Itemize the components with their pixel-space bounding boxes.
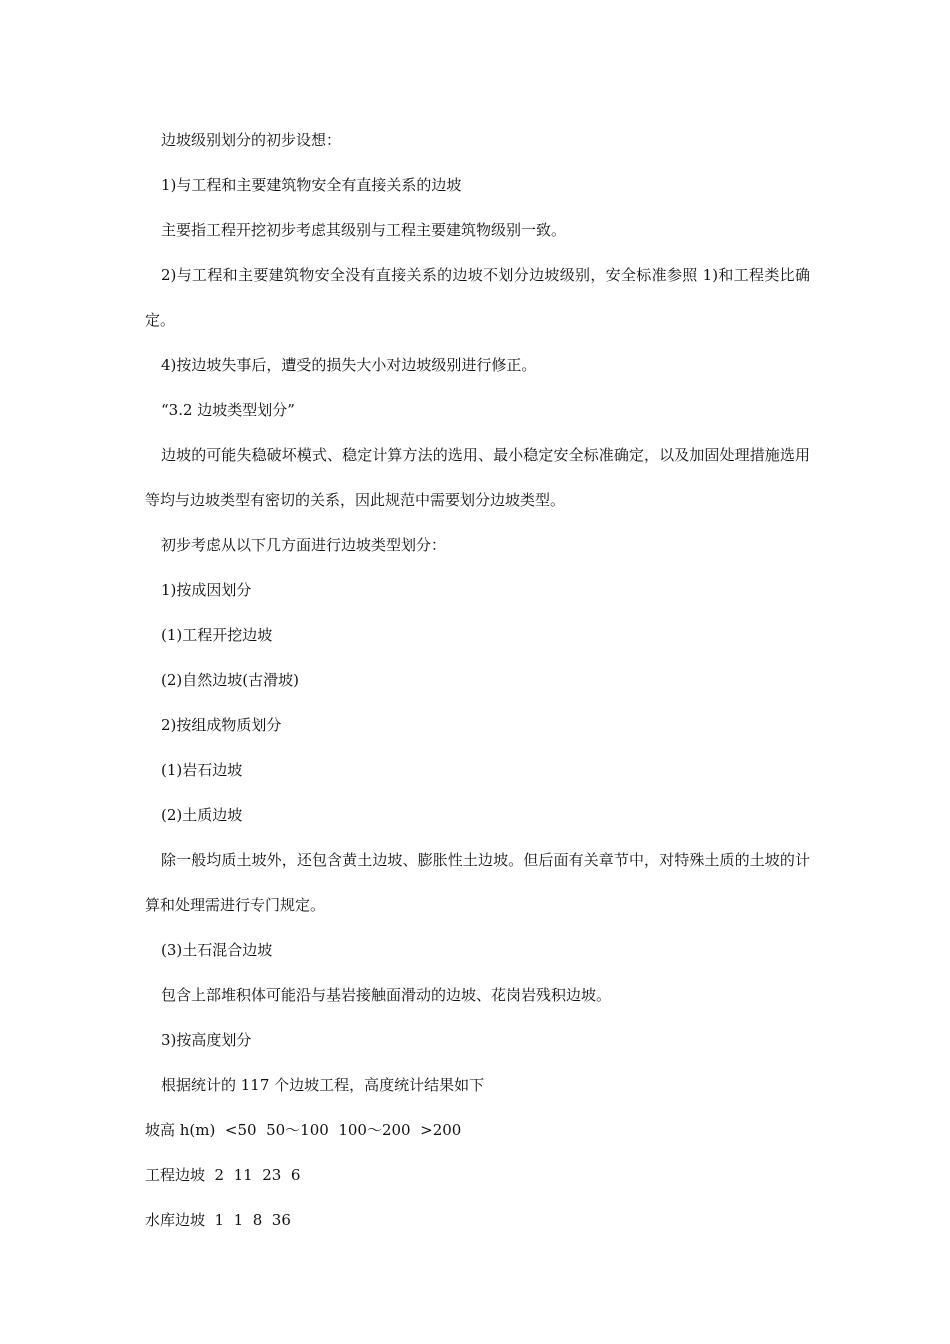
by-origin-heading: 1)按成因划分 (161, 581, 252, 599)
soil-slope-note: 除一般均质土坡外，还包含黄土边坡、膨胀性土边坡。但后面有关章节中，对特殊土质的土坡的计算和处理需进行专门规定。 (145, 851, 810, 914)
by-material-heading: 2)按组成物质划分 (161, 716, 282, 734)
mixed-slope-note: 包含上部堆积体可能沿与基岩接触面滑动的边坡、花岗岩残积边坡。 (161, 986, 612, 1004)
by-material-item-3: (3)土石混合边坡 (161, 941, 273, 959)
by-origin-item-1: (1)工程开挖边坡 (161, 626, 273, 644)
height-table-header: 坡高 h(m) <50 50～100 100～200 >200 (145, 1121, 462, 1139)
item-1-heading: 1)与工程和主要建筑物安全有直接关系的边坡 (161, 176, 462, 194)
item-2-body: 2)与工程和主要建筑物安全没有直接关系的边坡不划分边坡级别，安全标准参照 1)和工程类比确定。 (145, 266, 810, 329)
item-1-body: 主要指工程开挖初步考虑其级别与工程主要建筑物级别一致。 (161, 221, 567, 239)
document-page (145, 118, 810, 1243)
height-table-row-engineering: 工程边坡 2 11 23 6 (145, 1166, 301, 1184)
by-material-item-2: (2)土质边坡 (161, 806, 243, 824)
height-stats-intro: 根据统计的 117 个边坡工程，高度统计结果如下 (161, 1076, 485, 1094)
by-height-heading: 3)按高度划分 (161, 1031, 252, 1049)
height-table-row-reservoir: 水库边坡 1 1 8 36 (145, 1211, 291, 1229)
by-material-item-1: (1)岩石边坡 (161, 761, 243, 779)
slope-type-rationale: 边坡的可能失稳破坏模式、稳定计算方法的选用、最小稳定安全标准确定，以及加固处理措施选用等均与边坡类型有密切的关系，因此规范中需要划分边坡类型。 (145, 446, 810, 509)
classification-intro: 初步考虑从以下几方面进行边坡类型划分： (161, 536, 447, 554)
section-3-2-heading: “3.2 边坡类型划分” (161, 401, 295, 419)
section-intro: 边坡级别划分的初步设想： (161, 131, 342, 149)
item-4-body: 4)按边坡失事后，遭受的损失大小对边坡级别进行修正。 (161, 356, 537, 374)
by-origin-item-2: (2)自然边坡(古滑坡) (161, 671, 299, 689)
